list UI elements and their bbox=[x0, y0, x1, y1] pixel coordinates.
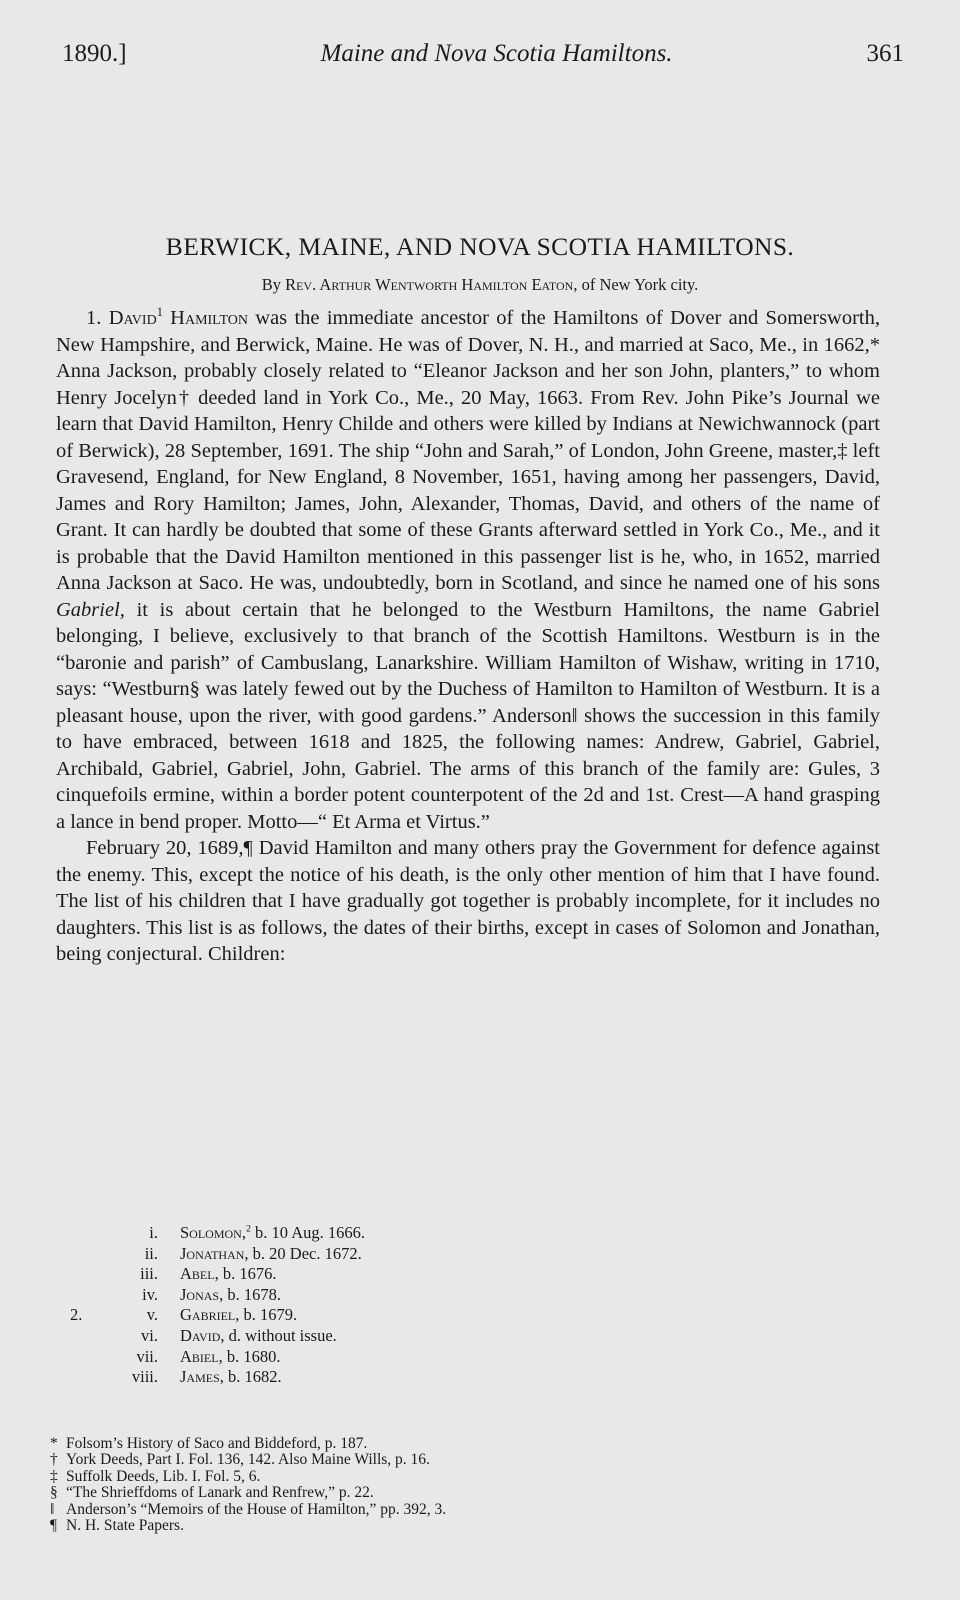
header-running-title: Maine and Nova Scotia Hamiltons. bbox=[320, 40, 673, 67]
footnote-mark: * bbox=[50, 1435, 58, 1452]
child-number bbox=[70, 1244, 100, 1265]
footnote-mark: ¶ bbox=[50, 1517, 58, 1535]
footnote bbox=[50, 1518, 750, 1534]
paragraph-1-text-2: it is about certain that he belonged to the Westburn Hamiltons, the name Gabriel belonging, I believe, exclusively to that branch of the Scottish Hamiltons. Westburn is in the “baronie and parish” of Cambuslang, Lanarkshire. William Hamilton of Wishaw, writing in 1710, says: “Westburn§ was lately fewed out by the Duchess of Hamilton to Hamilton of Westburn. It is a pleasant house, upon the river, with good gardens.” Anderson‖ shows the succession in this family to have embraced, between 1618 and 1825, the following names: Andrew, Gabriel, Gabriel, Archibald, Gabriel, Gabriel, John, Gabriel. The arms of this branch of the family are: Gules, 3 cinquefoils ermine, within a border potent counterpotent of the 2d and 1st. Crest—A hand grasping a lance in bend proper. Motto—“ Et Arma et Virtus.” bbox=[56, 598, 880, 833]
header-page-number: 361 bbox=[866, 40, 904, 67]
footnote bbox=[50, 1502, 750, 1518]
footnote-text: York Deeds, Part I. Fol. 136, 142. Also Maine Wills, p. 16. bbox=[66, 1451, 430, 1469]
footnote-mark: ‖ bbox=[50, 1500, 55, 1518]
child-detail: b. 1680. bbox=[222, 1346, 281, 1366]
child-detail: b. 1676. bbox=[218, 1264, 277, 1284]
child-number: 2. bbox=[70, 1305, 83, 1325]
child-roman: vii. bbox=[136, 1346, 158, 1366]
child-number bbox=[70, 1326, 100, 1347]
children-list bbox=[70, 1223, 570, 1388]
paragraph-1-text: was the immediate ancestor of the Hamiltons of Dover and Somersworth, New Hampshire, and Berwick, Maine. He was of Dover, N. H., and married at Saco, Me., in 1662,* Anna Jackson, probably closely related to “Eleanor Jackson and her son John, planters,” to whom Henry Jocelyn† deeded land in York Co., Me., 20 May, 1663. From Rev. John Pike’s Journal we learn that David Hamilton, Henry Childe and others were killed by Indians at Newichwannock (part of Berwick), 28 September, 1691. The ship “John and Sarah,” of London, John Greene, master,‡ left Gravesend, England, for New England, 8 November, 1651, having among her passengers, David, James and Rory Hamilton; James, John, Alexander, Thomas, David, and others of the name of Grant. It can hardly be doubted that some of these Grants afterward settled in York Co., Me., and it is probable that the David Hamilton mentioned in this passenger list is he, who, in 1652, married Anna Jackson at Saco. He was, undoubtedly, born in Scotland, and since he named one of his sons bbox=[56, 307, 881, 594]
child-roman: v. bbox=[146, 1305, 158, 1325]
child-roman: vi. bbox=[141, 1325, 158, 1345]
article-body bbox=[56, 305, 880, 968]
child-roman: viii. bbox=[131, 1367, 158, 1387]
footnote-mark: § bbox=[50, 1484, 58, 1502]
list-item bbox=[70, 1347, 570, 1368]
child-number bbox=[70, 1285, 100, 1306]
child-name: Gabriel, bbox=[180, 1305, 240, 1325]
child-roman: ii. bbox=[144, 1243, 158, 1263]
child-number bbox=[70, 1347, 100, 1368]
child-detail: b. 10 Aug. 1666. bbox=[250, 1223, 366, 1242]
child-name: David, bbox=[180, 1325, 225, 1345]
lead-number: 1. bbox=[86, 307, 102, 329]
child-name: Jonas, bbox=[180, 1284, 224, 1304]
child-name: Abel, bbox=[180, 1264, 219, 1284]
child-name: Jonathan, bbox=[180, 1243, 249, 1263]
list-item bbox=[70, 1244, 570, 1265]
list-item bbox=[70, 1285, 570, 1306]
child-detail: b. 1678. bbox=[223, 1284, 281, 1304]
child-number bbox=[70, 1264, 100, 1285]
child-number bbox=[70, 1223, 100, 1244]
footnote-mark: ‡ bbox=[50, 1467, 58, 1485]
child-roman: iii. bbox=[140, 1264, 158, 1284]
paragraph-2: February 20, 1689,¶ David Hamilton and many others pray the Government for defence against the enemy. This, except the notice of his death, is the only other mention of him that I have found. The list of his children that I have gradually got together is probably incomplete, for it includes no daughters. This list is as follows, the dates of their births, except in cases of Solomon and Jonathan, being conjectural. Children: bbox=[56, 837, 880, 965]
child-detail: b. 1682. bbox=[223, 1367, 282, 1387]
child-name: Solomon, bbox=[180, 1223, 246, 1242]
footnote-text: “The Shrieffdoms of Lanark and Renfrew,” p. 22. bbox=[66, 1484, 374, 1502]
child-roman: i. bbox=[149, 1223, 158, 1242]
list-item bbox=[70, 1223, 570, 1244]
footnote-mark: † bbox=[50, 1451, 58, 1469]
child-name: Abiel, bbox=[180, 1346, 223, 1366]
footnotes bbox=[50, 1436, 750, 1534]
footnote-text: Suffolk Deeds, Lib. I. Fol. 5, 6. bbox=[66, 1467, 261, 1485]
child-detail: d. without issue. bbox=[224, 1325, 337, 1345]
byline-author: Rev. Arthur Wentworth Hamilton Eaton bbox=[285, 275, 574, 294]
list-item bbox=[70, 1367, 570, 1388]
footnote bbox=[50, 1469, 750, 1485]
article-title: BERWICK, MAINE, AND NOVA SCOTIA HAMILTONS. bbox=[165, 232, 795, 261]
child-detail: b. 1679. bbox=[239, 1305, 298, 1325]
lead-name: David bbox=[108, 307, 157, 329]
child-generation: 2 bbox=[245, 1223, 251, 1235]
list-item bbox=[70, 1305, 570, 1326]
article-byline bbox=[0, 275, 960, 295]
byline-suffix: , of New York city. bbox=[573, 275, 699, 294]
child-roman: iv. bbox=[142, 1284, 158, 1304]
header-year: 1890.] bbox=[62, 40, 127, 67]
lead-surname: Hamilton bbox=[170, 307, 248, 329]
child-detail: b. 20 Dec. 1672. bbox=[248, 1243, 362, 1263]
footnote-text: Folsom’s History of Saco and Biddeford, p. 187. bbox=[66, 1435, 368, 1452]
footnote bbox=[50, 1485, 750, 1501]
paragraph-1-italic: Gabriel, bbox=[56, 598, 125, 621]
list-item bbox=[70, 1326, 570, 1347]
byline-prefix: By bbox=[261, 275, 281, 294]
footnote-text: Anderson’s “Memoirs of the House of Hamilton,” pp. 392, 3. bbox=[66, 1500, 447, 1518]
child-name: James, bbox=[180, 1367, 224, 1387]
footnote bbox=[50, 1452, 750, 1468]
footnote-text: N. H. State Papers. bbox=[66, 1517, 184, 1535]
paragraph-1 bbox=[56, 305, 880, 835]
child-number bbox=[70, 1367, 100, 1388]
list-item bbox=[70, 1264, 570, 1285]
running-header bbox=[62, 40, 904, 80]
footnote bbox=[50, 1436, 750, 1452]
lead-generation: 1 bbox=[156, 305, 163, 320]
